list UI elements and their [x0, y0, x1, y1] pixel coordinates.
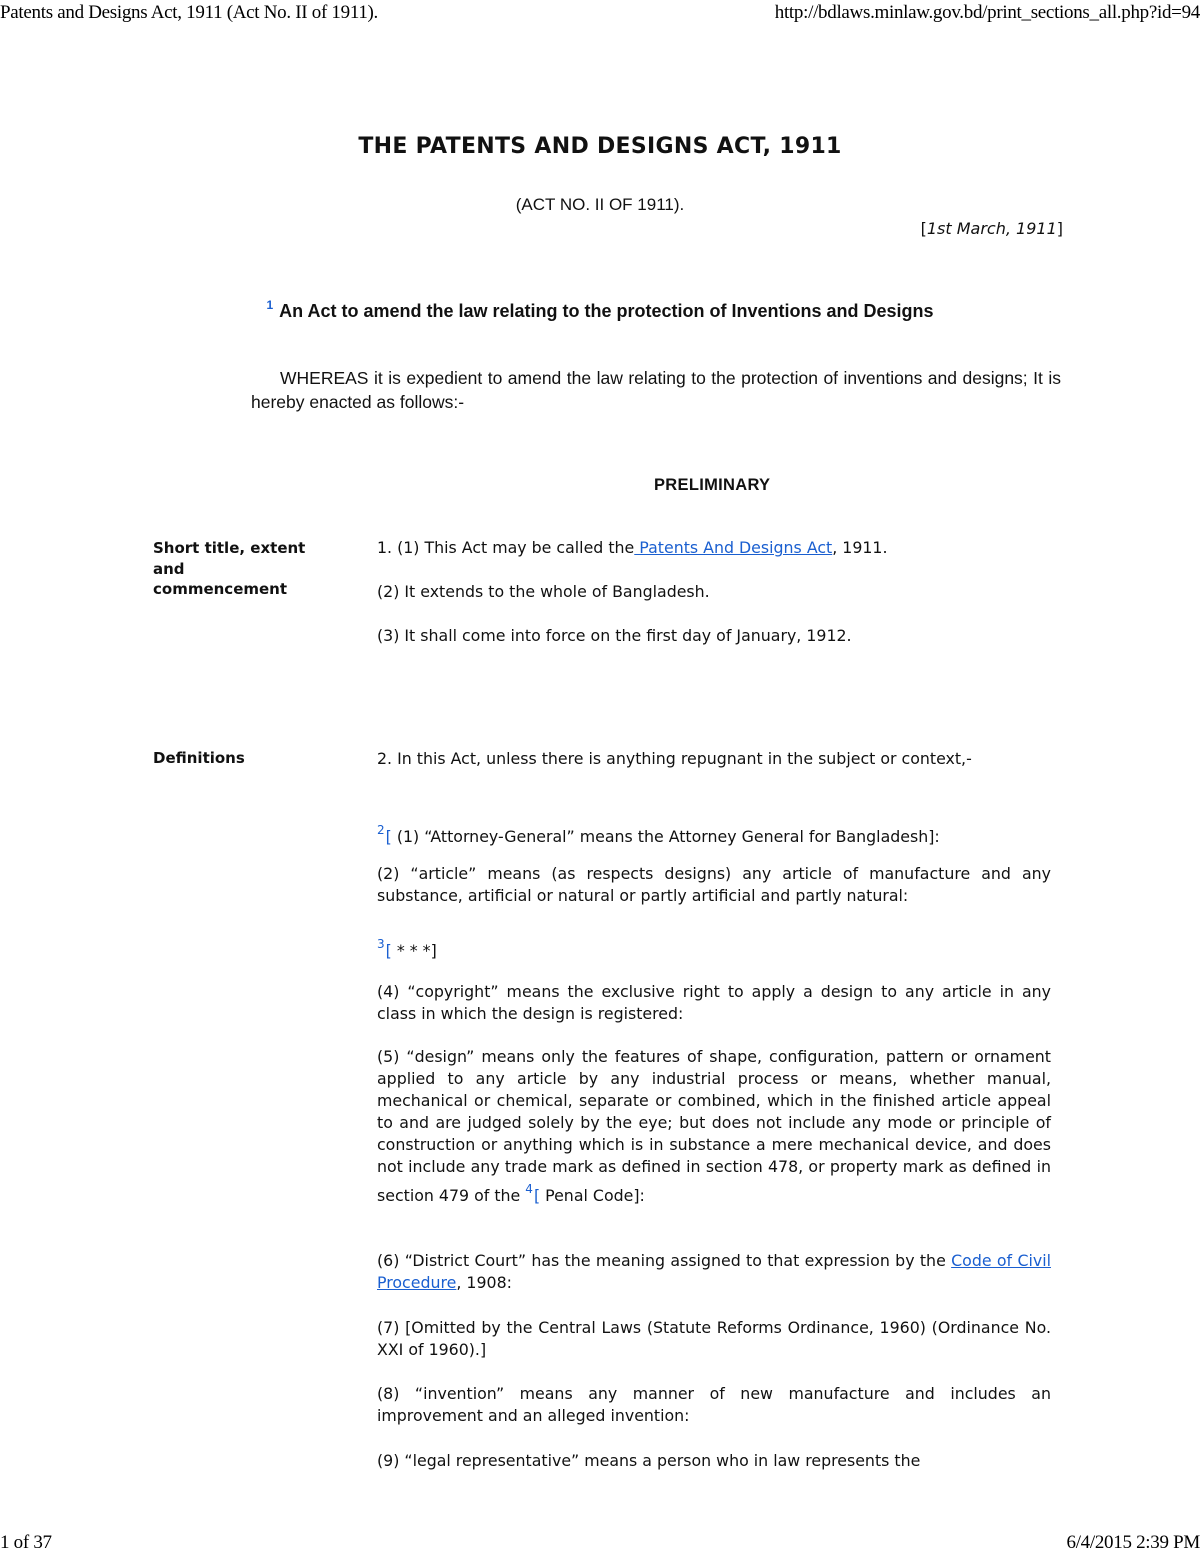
definition-4: (4) “copyright” means the exclusive right to apply a design to any article in any class in which the design is registered:: [377, 981, 1051, 1025]
print-datetime: 6/4/2015 2:39 PM: [1067, 1532, 1200, 1554]
preamble: WHEREAS it is expedient to amend the law relating to the protection of inventions and designs; It is hereby enacted as follows:-: [251, 366, 1061, 414]
definition-1-text: (1) “Attorney-General” means the Attorney General for Bangladesh]:: [392, 827, 940, 846]
section-2-intro: 2. In this Act, unless there is anything repugnant in the subject or context,-: [377, 748, 1051, 770]
definition-5-text: (5) “design” means only the features of shape, configuration, pattern or ornament applied to any article by any industrial process or means, whether manual, mechanical or chemical, separate or combined, which in the finished article appeal to and are judged solely by the eye; but does not include any mode or principle of construction or anything which is in substance a mere mechanical device, and does not include any trade mark as defined in section 478, or property mark as defined in section 479 of the: [377, 1047, 1051, 1205]
long-title-text: An Act to amend the law relating to the protection of Inventions and Designs: [279, 301, 933, 321]
print-header-title: Patents and Designs Act, 1911 (Act No. II of 1911).: [0, 2, 378, 24]
section-1-3: (3) It shall come into force on the first day of January, 1912.: [377, 625, 1051, 647]
act-title: THE PATENTS AND DESIGNS ACT, 1911: [0, 134, 1200, 159]
date-close-bracket: ]: [1057, 219, 1063, 238]
definition-3-text: * * *]: [392, 941, 437, 960]
section-1-2: (2) It extends to the whole of Bangladesh.: [377, 581, 1051, 603]
footnote-ref-2[interactable]: 2: [377, 823, 385, 837]
definition-5-end: Penal Code]:: [540, 1186, 645, 1205]
code-civil-procedure-link[interactable]: Code of Civil Procedure: [377, 1251, 1051, 1292]
part-heading: PRELIMINARY: [654, 476, 770, 495]
date-text: 1st March, 1911: [927, 219, 1057, 238]
date-open-bracket: [: [921, 219, 927, 238]
definition-3: [377, 933, 1051, 962]
print-header-url: http://bdlaws.minlaw.gov.bd/print_sections_all.php?id=94: [775, 2, 1200, 24]
definition-6-text: (6) “District Court” has the meaning assigned to that expression by the: [377, 1251, 946, 1270]
footnote-ref-3[interactable]: 3: [377, 937, 385, 951]
act-number: (ACT NO. II OF 1911).: [0, 195, 1200, 215]
definition-2: (2) “article” means (as respects designs) any article of manufacture and any substance, artificial or natural or partly artificial and partly natural:: [377, 863, 1051, 907]
definition-1: [377, 819, 1051, 848]
long-title: [0, 298, 1200, 322]
definition-9: (9) “legal representative” means a person who in law represents the: [377, 1450, 1051, 1472]
definition-8: (8) “invention” means any manner of new manufacture and includes an improvement and an alleged invention:: [377, 1383, 1051, 1427]
section-1-1-text: 1. (1) This Act may be called the: [377, 538, 634, 557]
act-link[interactable]: Patents And Designs Act: [634, 538, 832, 557]
footnote-ref-1[interactable]: 1: [266, 298, 273, 312]
amendment-bracket: [: [386, 827, 392, 846]
section-1-1: [377, 537, 1051, 559]
amendment-bracket: [: [534, 1186, 540, 1205]
footnote-ref-4[interactable]: 4: [525, 1182, 533, 1196]
amendment-bracket: [: [386, 941, 392, 960]
act-date: [921, 219, 1063, 238]
section-1-1-year: , 1911.: [832, 538, 887, 557]
definition-6-year: , 1908:: [456, 1273, 512, 1292]
marginal-note-definitions: Definitions: [153, 748, 323, 769]
definition-6: [377, 1250, 1051, 1294]
definition-7: (7) [Omitted by the Central Laws (Statute Reforms Ordinance, 1960) (Ordinance No. XXI of 1960).]: [377, 1317, 1051, 1361]
page-count: 1 of 37: [0, 1532, 52, 1554]
marginal-note-short-title: Short title, extent and commencement: [153, 538, 323, 600]
definition-5: [377, 1046, 1051, 1207]
